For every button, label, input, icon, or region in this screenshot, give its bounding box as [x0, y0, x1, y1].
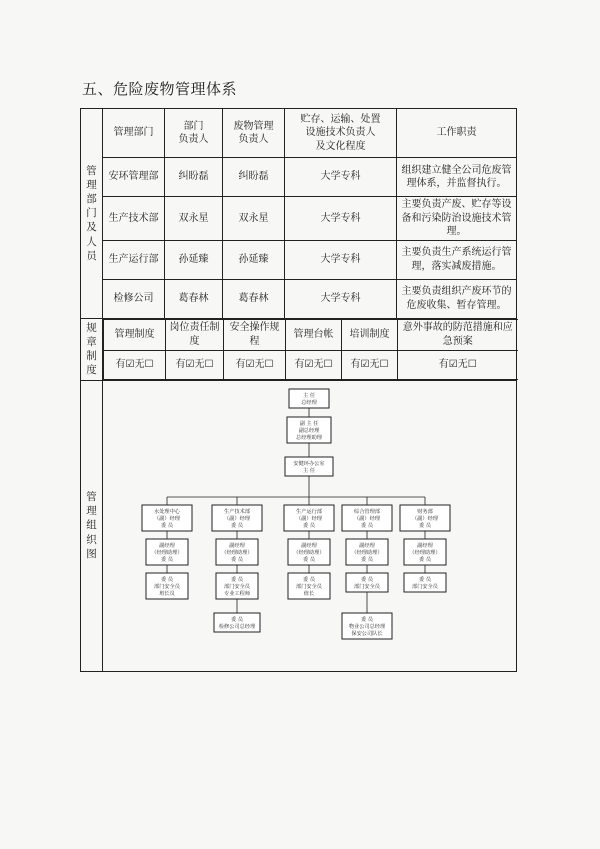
org-box-text: 委 员: [360, 556, 374, 563]
org-box-assistant: [288, 539, 330, 565]
duty-text: 主要负责生产系统运行管理，落实减废措施。: [397, 240, 517, 279]
org-box-text: 委 员: [160, 522, 174, 529]
org-box-assistant: [146, 539, 188, 565]
org-box-text: 值长: [303, 590, 315, 597]
org-box-text: 副经理: [417, 542, 433, 549]
waste-head: 孙延臻: [223, 240, 285, 279]
rule-value: 有☑无☐: [286, 350, 342, 379]
org-box-text: 委 员: [160, 556, 174, 563]
org-box-assistant: [216, 539, 258, 565]
dept-row: [81, 279, 517, 318]
edu-level: 大学专科: [285, 197, 397, 241]
hazardous-waste-table: [80, 108, 517, 672]
duty-text: 主要负责组织产废环节的危废收集、暂存管理。: [397, 279, 517, 318]
duty-text: 组织建立健全公司危废管理体系，并监督执行。: [397, 158, 517, 197]
org-box-property: [342, 613, 392, 639]
org-box-text: 部门安全员: [296, 583, 322, 590]
org-box-text: 委 员: [418, 576, 432, 583]
dept-head: 纠盼磊: [165, 158, 223, 197]
dept-head: 双永星: [165, 197, 223, 241]
org-box-text: 副经理: [301, 542, 317, 549]
org-box-text: 班长员: [159, 590, 175, 597]
header-dept-head: 部门 负责人: [165, 109, 223, 158]
org-box-director: [289, 389, 329, 408]
org-box-member: [216, 573, 258, 599]
dept-name: 生产技术部: [103, 197, 165, 241]
edu-level: 大学专科: [285, 240, 397, 279]
org-box-text: 总经理助理: [296, 434, 322, 441]
org-chart: [103, 381, 515, 671]
org-box-text: 委 员: [230, 556, 244, 563]
personnel-section-label: 管理部门及人员: [81, 109, 103, 319]
waste-head: 双永星: [223, 197, 285, 241]
org-box-text: （经理助理）: [409, 549, 441, 556]
org-box-text: 委 员: [360, 522, 374, 529]
org-box-text: 部门安全员: [224, 583, 250, 590]
rules-cell: [103, 318, 517, 380]
rule-value: 有☑无☐: [104, 350, 166, 379]
dept-name: 安环管理部: [103, 158, 165, 197]
org-box-dept: [342, 505, 392, 531]
rule-name: 培训制度: [342, 319, 398, 350]
org-box-text: 专业工程师: [224, 590, 250, 597]
org-box-dept: [400, 505, 450, 531]
org-box-text: （经理助理）: [351, 549, 383, 556]
org-chart-cell: [103, 380, 517, 671]
org-box-text: 安健环办公室: [293, 460, 325, 467]
page-title: 五、危险废物管理体系: [82, 80, 238, 98]
org-box-text: 委 员: [302, 522, 316, 529]
org-box-text: 委 员: [418, 522, 432, 529]
org-box-text: （副）经理: [296, 515, 322, 522]
org-box-text: 委 员: [360, 616, 374, 623]
waste-head: 葛春林: [223, 279, 285, 318]
org-box-dept: [142, 505, 192, 531]
org-box-dept: [284, 505, 334, 531]
duty-text: 主要负责产废、贮存等设备和污染防治设施技术管理。: [397, 197, 517, 241]
dept-name: 生产运行部: [103, 240, 165, 279]
org-box-text: 综合管理部: [354, 508, 380, 515]
rule-value: 有☑无☐: [398, 350, 518, 379]
org-box-text: （经理助理）: [151, 549, 183, 556]
org-box-text: 检修公司总经理: [218, 623, 256, 630]
waste-head: 纠盼磊: [223, 158, 285, 197]
rules-section-label: 规章制度: [81, 318, 103, 380]
org-box-text: 委 员: [360, 576, 374, 583]
org-box-text: 物业公司总经理: [348, 623, 386, 630]
org-box-text: 委 员: [302, 576, 316, 583]
org-box-text: 委 员: [230, 522, 244, 529]
rule-name: 管理制度: [104, 319, 166, 350]
org-box-text: 委 员: [230, 576, 244, 583]
rules-table: [103, 319, 518, 380]
org-box-text: （副）经理: [154, 515, 180, 522]
org-box-text: 委 员: [160, 576, 174, 583]
org-box-text: 总经理: [301, 399, 317, 406]
org-box-text: 保安公司队长: [351, 630, 383, 637]
rule-name: 管理台帐: [286, 319, 342, 350]
rule-name: 岗位责任制度: [166, 319, 224, 350]
org-box-text: 生产技术部: [224, 508, 250, 515]
dept-name: 检修公司: [103, 279, 165, 318]
org-box-text: （经理助理）: [221, 549, 253, 556]
org-box-text: 主 任: [302, 392, 316, 399]
dept-row: [81, 158, 517, 197]
org-box-text: 委 员: [418, 556, 432, 563]
org-box-text: （副）经理: [412, 515, 438, 522]
org-box-text: 副经理: [159, 542, 175, 549]
org-box-text: 副经理: [359, 542, 375, 549]
org-box-member: [346, 573, 388, 592]
org-box-maintenance: [214, 613, 260, 632]
dept-row: [81, 240, 517, 279]
org-box-office: [285, 457, 333, 476]
rule-value: 有☑无☐: [166, 350, 224, 379]
rule-name: 意外事故的防范措施和应急预案: [398, 319, 518, 350]
org-box-text: 副总经理: [298, 427, 320, 434]
org-box-text: 委 员: [230, 616, 244, 623]
header-facility-head: 贮存、运输、处置 设施技术负责人 及文化程度: [285, 109, 397, 158]
org-box-assistant: [404, 539, 446, 565]
header-duty: 工作职责: [397, 109, 517, 158]
dept-row: [81, 197, 517, 241]
org-box-member: [288, 573, 330, 599]
org-box-text: （副）经理: [224, 515, 250, 522]
org-box-text: 委 员: [302, 556, 316, 563]
org-box-text: 主 任: [302, 467, 316, 474]
org-box-member: [404, 573, 446, 592]
org-box-text: 副 主 任: [299, 420, 319, 427]
org-box-text: 水处理中心: [154, 508, 180, 515]
org-box-text: 副经理: [229, 542, 245, 549]
org-box-dept: [212, 505, 262, 531]
org-box-assistant: [346, 539, 388, 565]
header-waste-head: 废物管理 负责人: [223, 109, 285, 158]
edu-level: 大学专科: [285, 279, 397, 318]
dept-head: 孙延臻: [165, 240, 223, 279]
org-box-deputy: [287, 417, 331, 443]
org-box-text: （副）经理: [354, 515, 380, 522]
org-section-label: 管理组织图: [81, 380, 103, 671]
header-dept: 管理部门: [103, 109, 165, 158]
org-box-text: 生产运行部: [296, 508, 322, 515]
edu-level: 大学专科: [285, 158, 397, 197]
org-box-text: 部门安全员: [354, 583, 380, 590]
dept-head: 葛春林: [165, 279, 223, 318]
rule-value: 有☑无☐: [224, 350, 286, 379]
rule-value: 有☑无☐: [342, 350, 398, 379]
org-box-member: [146, 573, 188, 599]
org-box-text: 部门安全员: [154, 583, 180, 590]
org-box-text: （经理助理）: [293, 549, 325, 556]
org-box-text: 部门安全员: [412, 583, 438, 590]
rule-name: 安全操作规程: [224, 319, 286, 350]
org-box-text: 财务部: [417, 508, 433, 515]
